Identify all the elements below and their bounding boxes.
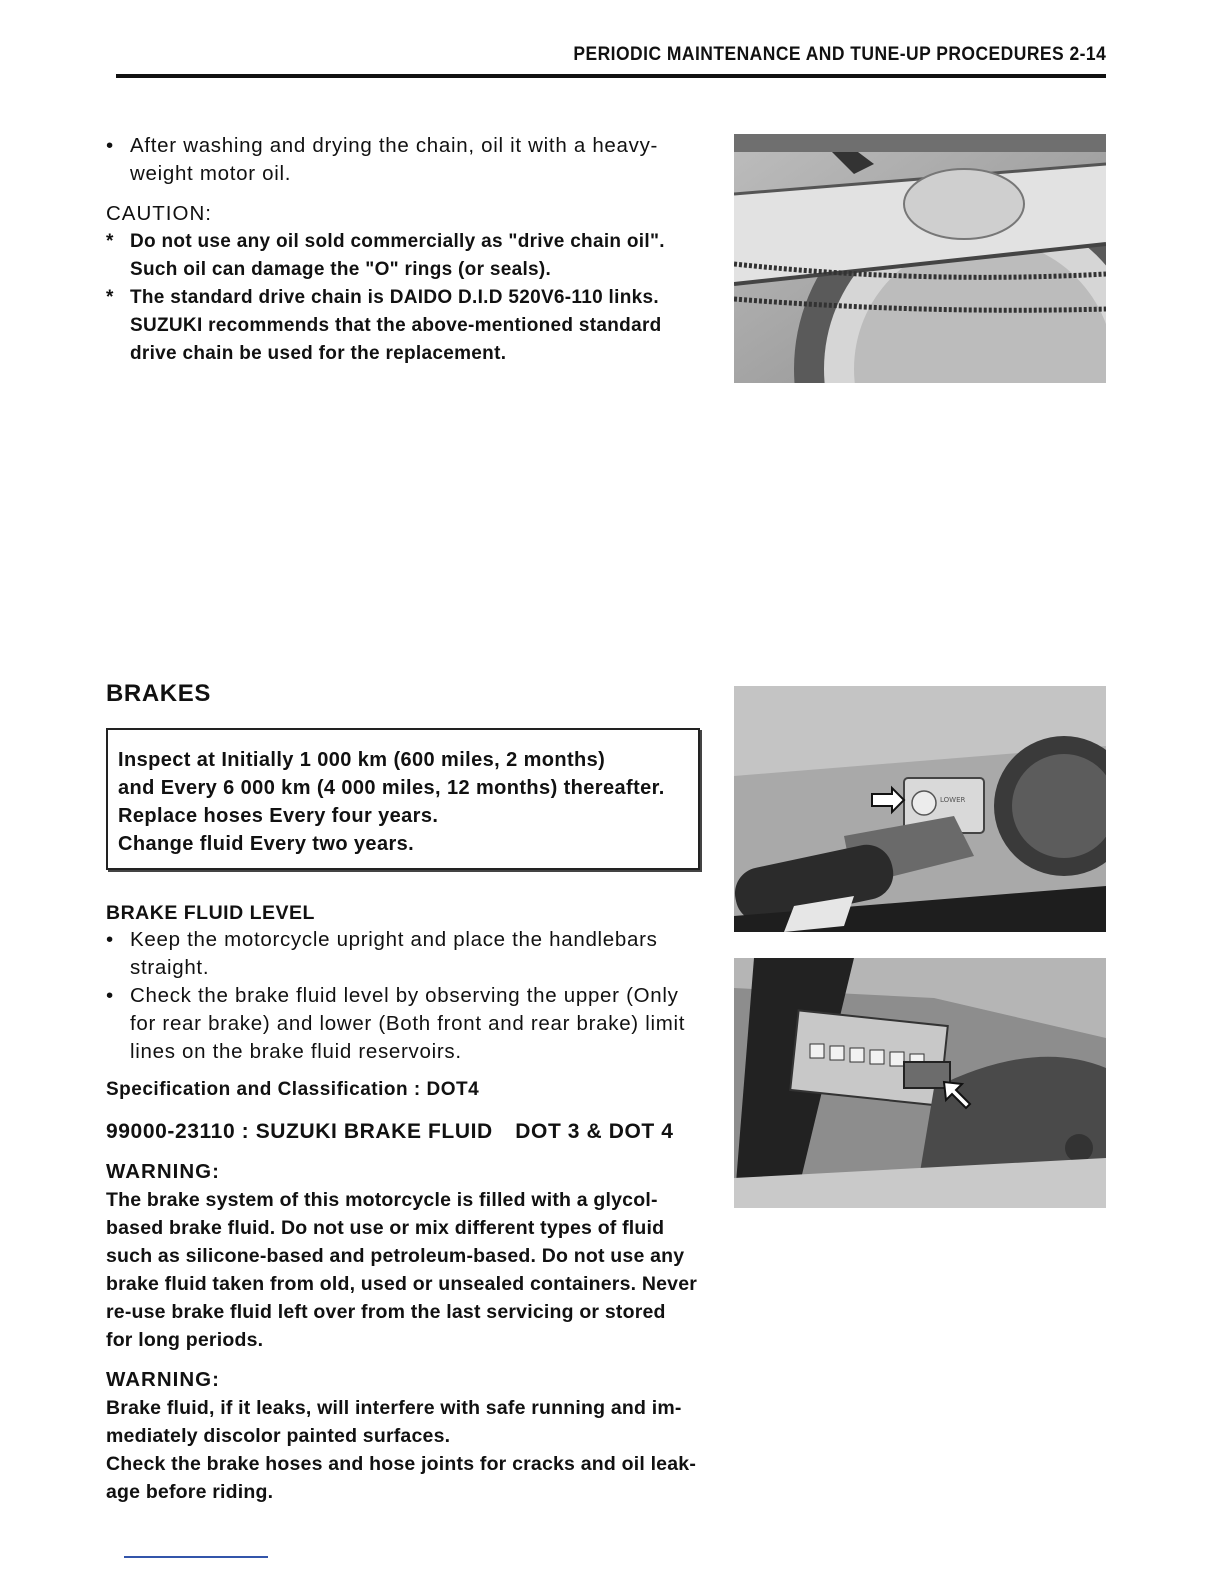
- inspect-line: Inspect at Initially 1 000 km (600 miles, 2 months): [118, 749, 606, 771]
- warning-label: WARNING:: [106, 1160, 220, 1183]
- fluid-bullet: • Check the brake fluid level by observing the upper (Only for rear brake) and lower (Both front and rear brake) limit lines on the brake fluid reservoirs.: [106, 984, 686, 1063]
- fluid-specification: Specification and Classification : DOT4: [106, 1079, 480, 1100]
- warning-label: WARNING:: [106, 1368, 220, 1391]
- bullet-dot: •: [106, 984, 114, 1007]
- part-grade: DOT 3 & DOT 4: [515, 1120, 674, 1143]
- brake-fluid-part: [106, 1118, 702, 1146]
- front-reservoir-photo: [734, 686, 1106, 932]
- chain-section: [106, 132, 702, 368]
- caution-label: CAUTION:: [106, 202, 212, 225]
- page-header: [116, 40, 1106, 78]
- part-number: 99000-23110 : SUZUKI BRAKE FLUID: [106, 1120, 493, 1143]
- header-title: PERIODIC MAINTENANCE AND TUNE-UP PROCEDURES 2-14: [573, 44, 1106, 65]
- footer-rule: [124, 1556, 268, 1558]
- rear-reservoir-photo: [734, 958, 1106, 1208]
- warning-line: Check the brake hoses and hose joints for cracks and oil leak-: [106, 1453, 697, 1475]
- brakes-title: BRAKES: [106, 680, 211, 707]
- warning-line: for long periods.: [106, 1329, 264, 1351]
- bullet-dot: •: [106, 134, 114, 157]
- fluid-bullet: • Keep the motorcycle upright and place the handlebars straight.: [106, 928, 658, 979]
- inspect-line: Change fluid Every two years.: [118, 833, 415, 855]
- rear-reservoir-image: [734, 958, 1106, 1208]
- inspect-line: and Every 6 000 km (4 000 miles, 12 months) thereafter.: [118, 777, 665, 799]
- warning-line: mediately discolor painted surfaces.: [106, 1425, 451, 1447]
- fluid-level-heading: BRAKE FLUID LEVEL: [106, 902, 315, 924]
- warning-line: Brake fluid, if it leaks, will interfere with safe running and im-: [106, 1397, 682, 1419]
- warning-line: The brake system of this motorcycle is filled with a glycol-: [106, 1189, 658, 1211]
- inspection-schedule-box: [106, 728, 700, 870]
- page-number: 2-14: [1069, 44, 1106, 65]
- caution-item: * Do not use any oil sold commercially as "drive chain oil". Such oil can damage the "O" rings (or seals).: [106, 231, 665, 280]
- chain-photo-image: [734, 134, 1106, 383]
- caution-item: * The standard drive chain is DAIDO D.I.D 520V6-110 links. SUZUKI recommends that the above-mentioned standard drive chain be used for the replacement.: [106, 287, 662, 364]
- reservoir-label: LOWER: [940, 796, 966, 804]
- warning-line: based brake fluid. Do not use or mix different types of fluid: [106, 1217, 665, 1239]
- front-reservoir-image: [734, 686, 1106, 932]
- chain-oil-bullet: • After washing and drying the chain, oil it with a heavy- weight motor oil.: [106, 134, 659, 185]
- warning-line: brake fluid taken from old, used or unsealed containers. Never: [106, 1273, 698, 1295]
- chain-photo: [734, 134, 1106, 383]
- warning-line: age before riding.: [106, 1481, 274, 1503]
- inspect-line: Replace hoses Every four years.: [118, 805, 439, 827]
- warning-line: re-use brake fluid left over from the last servicing or stored: [106, 1301, 666, 1323]
- bullet-dot: •: [106, 928, 114, 951]
- warning-line: such as silicone-based and petroleum-based. Do not use any: [106, 1245, 685, 1267]
- brake-fluid-section: [106, 900, 702, 1506]
